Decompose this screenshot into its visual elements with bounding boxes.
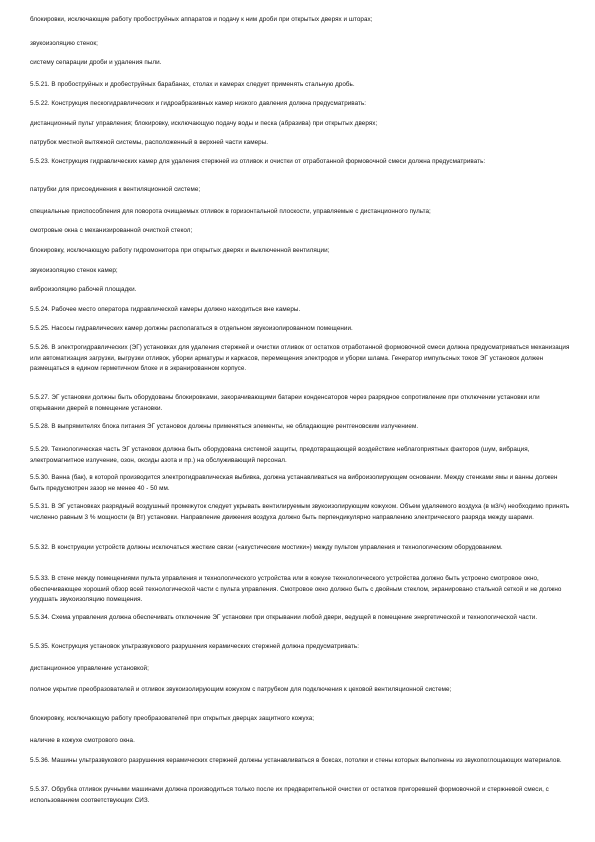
paragraph: 5.5.32. В конструкции устройств должны исключаться жесткие связи («акустические мостики») между пультом управления и технологическим оборудованием. [30,544,503,551]
paragraph: патрубок местной вытяжной системы, расположенный в верхней части камеры. [30,139,269,146]
paragraph: 5.5.35. Конструкция установок ультразвукового разрушения керамических стержней должна предусматривать: [30,643,360,650]
paragraph: 5.5.26. В электрогидравлических (ЭГ) установках для удаления стержней и очистки отливок от остатков отработанной формовочной смеси должна предусматриваться механизация или автоматизация загрузки, выгрузки отливок, уборки арматуры и каркасов, перемещения электродов и уборки шлама. Генератор импульсных токов ЭГ установок должен размещаться в едином герметичном блоке и в экранированном корпусе. [30,344,570,372]
paragraph: 5.5.33. В стене между помещениями пульта управления и технологического устройства или в кожухе технологического устройства должно быть устроено смотровое окно, обеспечивающее хороший обзор всей технологической части с пульта управления. Смотровое окно должно быть с двойным стеклом, экранировано стальной сеткой и не должно ухудшать звукоизоляцию помещения. [30,575,562,603]
paragraph: смотровые окна с механизированной очисткой стекол; [30,227,193,234]
paragraph: блокировки, исключающие работу пробоструйных аппаратов и подачу к ним дроби при открытых дверях и шторах; [30,16,373,23]
paragraph: дистанционный пульт управления; блокировку, исключающую подачу воды и песка (абразива) при открытых дверях; [30,120,378,127]
paragraph: специальные приспособления для поворота очищаемых отливок в горизонтальной плоскости, управляемые с дистанционного пульта; [30,208,431,215]
paragraph: 5.5.34. Схема управления должна обеспечивать отключение ЭГ установки при открывании любой двери, ведущей в помещение энергетической и технологической части. [30,614,538,621]
paragraph: 5.5.29. Технологическая часть ЭГ установок должна быть оборудована системой защиты, предотвращающей воздействие неблагоприятных факторов (шум, вибрация, электромагнитное излучение, озон, оксиды азота и пр.) на обслуживающий персонал. [30,446,530,464]
paragraph: 5.5.28. В выпрямителях блока питания ЭГ установок должны применяться элементы, не обладающие рентгеновским излучением. [30,423,419,430]
paragraph: наличие в кожухе смотрового окна. [30,737,135,744]
paragraph: 5.5.24. Рабочее место оператора гидравлической камеры должно находиться вне камеры. [30,306,301,313]
paragraph: патрубки для присоединения к вентиляционной системе; [30,186,201,193]
paragraph: 5.5.30. Ванна (бак), в которой производится электрогидравлическая выбивка, должна устанавливаться на виброизолирующем основании. Между стенками ямы и ванны должен быть предусмотрен зазор не менее 40 - 50 мм. [30,474,558,492]
paragraph: блокировку, исключающую работу преобразователей при открытых дверцах защитного кожуха; [30,715,315,722]
paragraph: звукоизоляцию стенок; [30,40,98,47]
paragraph: звукоизоляцию стенок камер; [30,267,118,274]
paragraph: 5.5.27. ЭГ установки должны быть оборудованы блокировками, закорачивающими батареи конденсаторов через разрядное сопротивление при отключении установки или открывании дверей в помещение установки. [30,394,540,412]
paragraph: 5.5.23. Конструкция гидравлических камер для удаления стержней из отливок и очистки от отработанной формовочной смеси должна предусматривать: [30,158,486,165]
paragraph: полное укрытие преобразователей и отливок звукоизолирующим кожухом с патрубком для подключения к цеховой вентиляционной системе; [30,686,452,693]
paragraph: 5.5.25. Насосы гидравлических камер должны располагаться в отдельном звукоизолированном помещении. [30,325,353,332]
paragraph: 5.5.21. В пробоструйных и дробеструйных барабанах, столах и камерах следует применять стальную дробь. [30,81,355,88]
paragraph: систему сепарации дроби и удаления пыли. [30,59,162,66]
paragraph: дистанционное управление установкой; [30,665,149,672]
paragraph: 5.5.36. Машины ультразвукового разрушения керамических стержней должны устанавливаться в боксах, потолки и стены которых выполнены из звукопоглощающих материалов. [30,757,562,764]
paragraph: 5.5.22. Конструкция пескогидравлических и гидроабразивных камер низкого давления должна предусматривать: [30,100,367,107]
paragraph: блокировку, исключающую работу гидромонитора при открытых дверях и выключенной вентиляции; [30,247,330,254]
paragraph: 5.5.37. Обрубка отливок ручными машинами должна производиться только после их предварительной очистки от остатков пригоревшей формовочной и стержневой смеси, с использованием соответствующих СИЗ. [30,786,549,804]
paragraph: виброизоляцию рабочей площадки. [30,286,137,293]
paragraph: 5.5.31. В ЭГ установках разрядный воздушный промежуток следует укрывать вентилируемым звукоизолирующим кожухом. Объем удаляемого воздуха (в м3/ч) необходимо принять численно равным 3 % мощности (в Вт) установки. Направление движения воздуха должно быть перпендикулярно направлению электрического разряда между шарами. [30,503,570,521]
